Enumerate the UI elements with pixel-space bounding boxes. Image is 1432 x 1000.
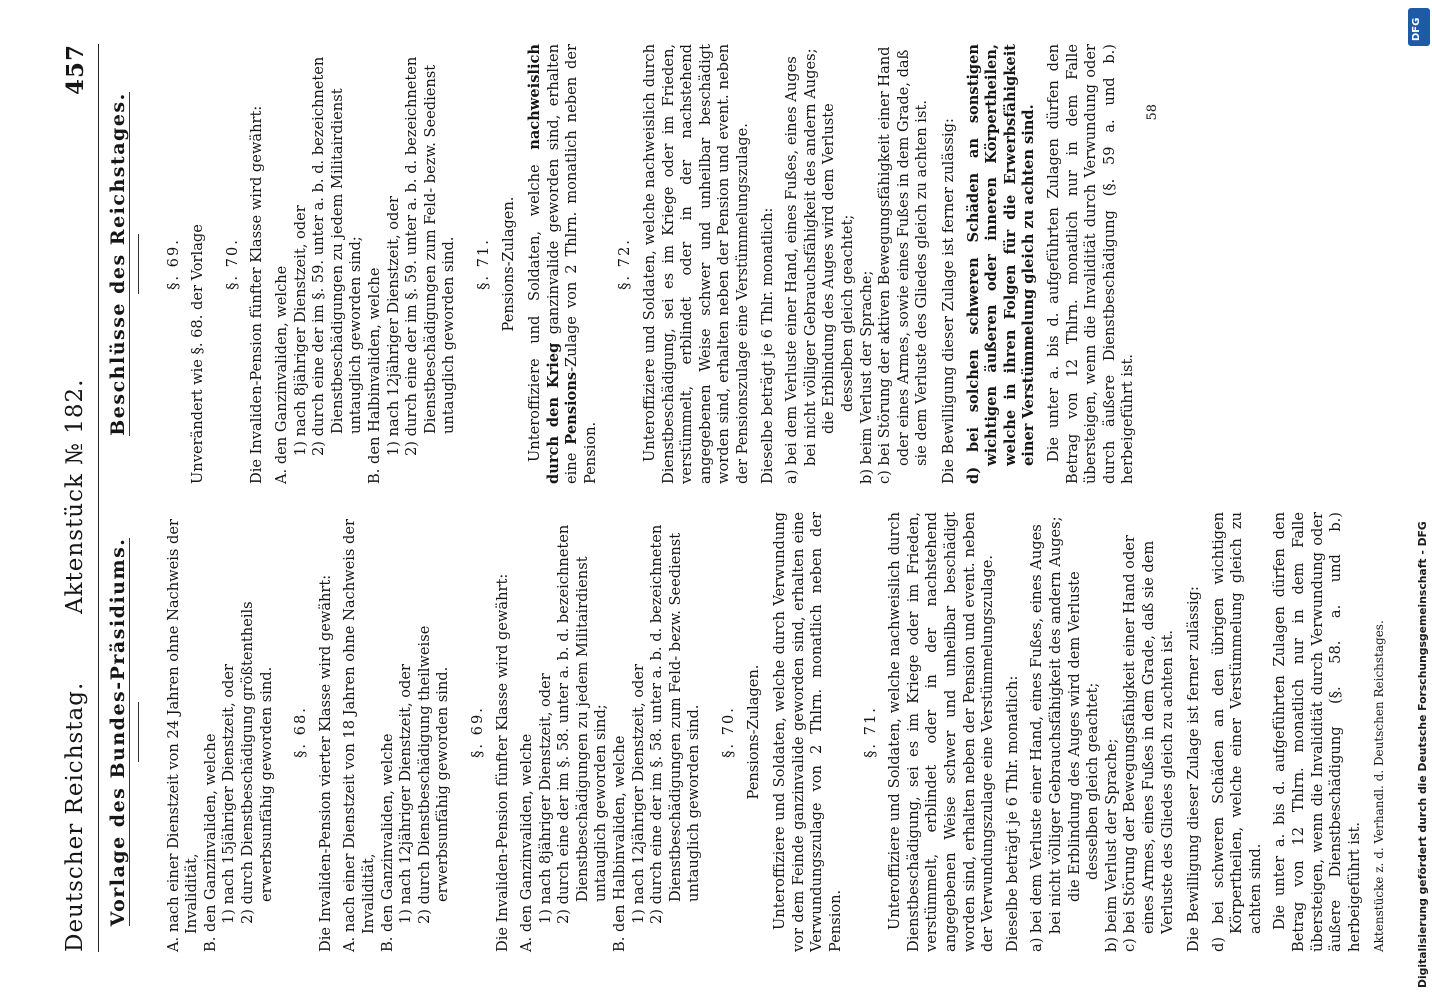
list-item: A. den Ganzinvaliden, welche xyxy=(272,265,290,484)
section-title: §. 70. xyxy=(223,238,241,290)
list-item: A. nach einer Dienstzeit von 18 Jahren ohne Nachweis der Invalidität, xyxy=(341,519,377,952)
section-text: Die Bewilligung dieser Zulage ist ferner zulässig: xyxy=(939,118,957,484)
list-item: B. den Halbinvaliden, welche xyxy=(611,735,629,952)
heading-divider xyxy=(138,702,139,762)
section-text: Die Invaliden-Pension fünfter Klasse wird gewährt: xyxy=(248,105,266,484)
list-item: B. den Ganzinvaliden, welche xyxy=(201,733,219,952)
list-item: a) bei dem Verluste einer Hand, eines Fußes, eines Auges bei nicht völliger Gebrauchsfähigkeit des andern Auges; xyxy=(1028,516,1064,952)
section-list xyxy=(273,44,459,484)
section-list xyxy=(1028,512,1177,952)
list-item: 1) nach 15jähriger Dienstzeit, oder xyxy=(220,664,238,924)
section-title: §. 70. xyxy=(720,706,738,758)
section-text: Unverändert wie §. 68. der Vorlage xyxy=(189,224,207,484)
emphasis: nachweislich durch den Krieg xyxy=(526,44,562,484)
digitization-text: Digitalisierung gefördert durch die Deutsche Forschungsgemeinschaft - DFG xyxy=(1416,521,1429,988)
list-item: 2) durch eine der im §. 58. unter a. b. d. bezeichneten Dienstbeschädigungen zum Feld- bezw. Seedienst untauglich geworden sind. xyxy=(648,524,703,924)
list-item: B. den Halbinvaliden, welche xyxy=(365,267,383,484)
list-item: die Erblindung des Auges wird dem Verluste desselben gleich geachtet; xyxy=(1065,571,1102,902)
list-item: 1) nach 12jähriger Dienstzeit, oder xyxy=(397,664,415,924)
list-item: A. nach einer Dienstzeit von 24 Jahren ohne Nachweis der Invalidität, xyxy=(164,519,201,952)
footnote: Aktenstücke z. d. Verhandl. d. Deutschen Reichstages. xyxy=(1372,620,1387,952)
section-title: §. 71. xyxy=(474,238,492,290)
section-text: Die Invaliden-Pension vierter Klasse wird gewährt: xyxy=(316,574,334,952)
section-text: Unteroffiziere und Soldaten, welche durch Verwundung vor dem Feinde ganzinvalide geworden sind, erhalten eine Verwundungszulage von 2 Thlrn. monatlich neben der Pension. xyxy=(771,512,844,952)
list-item: b) beim Verlust der Sprache; xyxy=(1102,738,1120,952)
section-text: Unteroffiziere und Soldaten, welche nachweislich durch Dienstbeschädigung, sei es im Kriege oder im Frieden, verstümmelt, erblindet oder in der nachstehend angegebenen Weise schwer und unheilbar beschädigt worden sind, erhalten neben der Pension und event. neben der Pensionszulage eine Verstümmelungszulage. xyxy=(641,44,752,484)
section-list xyxy=(518,512,704,952)
list-item: B. den Ganzinvaliden, welche xyxy=(378,733,396,952)
emphasis: Pensions xyxy=(563,371,581,445)
list-item: A. den Ganzinvaliden, welche xyxy=(518,733,536,952)
list-item: 1) nach 12jähriger Dienstzeit, oder xyxy=(384,196,402,456)
section-text: Die unter a. bis d. aufgeführten Zulagen dürfen den Betrag von 12 Thlrn. monatlich nur in dem Falle übersteigen, wenn die Invalidität durch Verwundung oder durch äußere Dienstbeschädigung (§. 59 a. und b.) herbeigeführt ist. xyxy=(1044,44,1137,484)
dfg-logo xyxy=(1408,8,1430,46)
intro-list xyxy=(165,512,277,952)
section-title: §. 69. xyxy=(164,238,182,290)
section-text: Unteroffiziere und Soldaten, welche nachweislich durch Dienstbeschädigung, sei es im Kriege oder im Frieden, verstümmelt, erblindet oder in der nachstehend angegebenen Weise schwer und unheilbar beschädigt worden sind, erhalten neben der Pension und event. neben der Verwundungszulage eine Verstümmelungszulage. xyxy=(886,512,997,952)
running-head-left: Deutscher Reichstag. xyxy=(62,681,88,952)
list-item: b) beim Verlust der Sprache; xyxy=(857,270,875,484)
left-column xyxy=(107,512,1387,952)
list-item: 1) nach 8jähriger Dienstzeit, oder xyxy=(291,205,309,456)
list-item: d) bei solchen schweren Schäden an sonstigen wichtigen äußeren oder inneren Körpertheilen, welche in ihren Folgen für die Erwerbsfähigkeit einer Verstümmelung gleich zu achten sind. xyxy=(964,44,1038,484)
section-text: Dieselbe beträgt je 6 Thlr. monatlich: xyxy=(1003,675,1021,952)
section-text: Die unter a. bis d. aufgeführten Zulagen dürfen den Betrag von 12 Thlrn. monatlich nur in dem Falle übersteigen, wenn die Invalidität durch Verwundung oder äußere Dienstbeschädigung (§. 58. a. und b.) herbeigeführt ist. xyxy=(1271,512,1363,952)
section-title: §. 71. xyxy=(861,706,879,758)
section-title: §. 68. xyxy=(292,706,310,758)
heading-divider xyxy=(138,234,139,294)
list-item: die Erblindung des Auges wird dem Verluste desselben gleich geachtet; xyxy=(820,103,856,434)
section-title: §. 72. xyxy=(616,238,634,290)
two-column-body xyxy=(107,43,1387,952)
list-item: 1) nach 12jähriger Dienstzeit, oder xyxy=(629,664,647,924)
section-subtitle: Pensions-Zulagen. xyxy=(744,664,762,800)
running-head-center: Aktenstück № 182. xyxy=(62,378,88,614)
section-text: Unteroffiziere und Soldaten, welche nachweislich durch den Krieg ganzinvalide geworden sind, erhalten eine Pensions-Zulage von 2 Thlrn. monatlich neben der Pension. xyxy=(526,43,599,484)
section-text: Die Bewilligung dieser Zulage ist ferner zulässig: xyxy=(1185,586,1203,952)
list-item: c) bei Störung der aktiven Bewegungsfähigkeit einer Hand oder eines Armes, sowie eines Fußes in dem Grade, daß sie dem Verluste des Gliedes gleich zu achten ist. xyxy=(876,46,931,484)
list-item: 2) durch eine der im §. 59. unter a. b. d. bezeichneten Dienstbeschädigungen zu jedem Militairdienst untauglich geworden sind; xyxy=(310,56,365,456)
section-text: Die Invaliden-Pension fünfter Klasse wird gewährt: xyxy=(493,573,511,952)
section-subtitle: Pensions-Zulagen. xyxy=(499,196,517,332)
list-item: d) bei schweren Schäden an den übrigen wichtigen Körpertheilen, welche einer Verstümmelung gleich zu achten sind. xyxy=(1209,512,1264,952)
list-item: 2) durch Dienstbeschädigung theilweise erwerbsunfähig geworden sind. xyxy=(415,625,452,924)
rotated-document-page xyxy=(4,4,1404,996)
list-item: c) bei Störung der Bewegungsfähigkeit einer Hand oder eines Armes, eines Fußes in dem Grade, daß sie dem Verluste des Gliedes gleich zu achten ist. xyxy=(1121,535,1176,952)
section-list xyxy=(341,512,453,952)
section-list xyxy=(783,44,932,484)
list-item: 1) nach 8jähriger Dienstzeit, oder xyxy=(536,673,554,924)
list-item: a) bei dem Verluste einer Hand, eines Fußes, eines Auges bei nicht völliger Gebrauchsfähigkeit des andern Auges; xyxy=(783,48,819,484)
right-column xyxy=(107,43,1160,484)
page-signature: 58 xyxy=(1144,104,1160,121)
section-title: §. 69. xyxy=(468,706,486,758)
list-item: 2) durch eine der im §. 58. unter a. b. d. bezeichneten Dienstbeschädigungen zu jedem Militairdienst untauglich geworden sind; xyxy=(555,524,610,924)
section-text: Dieselbe beträgt je 6 Thlr. monatlich: xyxy=(758,207,776,484)
right-column-heading: Beschlüsse des Reichstages. xyxy=(107,92,129,436)
page-number: 457 xyxy=(62,44,89,96)
digitization-note xyxy=(1406,8,1432,992)
dfg-logo-text: DFG xyxy=(1411,17,1422,41)
list-item: 2) durch eine der im §. 59. unter a. b. d. bezeichneten Dienstbeschädigungen zum Feld- bezw. Seedienst untauglich geworden sind. xyxy=(403,56,458,456)
left-column-heading: Vorlage des Bundes-Präsidiums. xyxy=(107,537,129,927)
running-head xyxy=(62,44,99,952)
list-item: 2) durch Dienstbeschädigung größtentheils erwerbsunfähig geworden sind. xyxy=(238,601,275,924)
